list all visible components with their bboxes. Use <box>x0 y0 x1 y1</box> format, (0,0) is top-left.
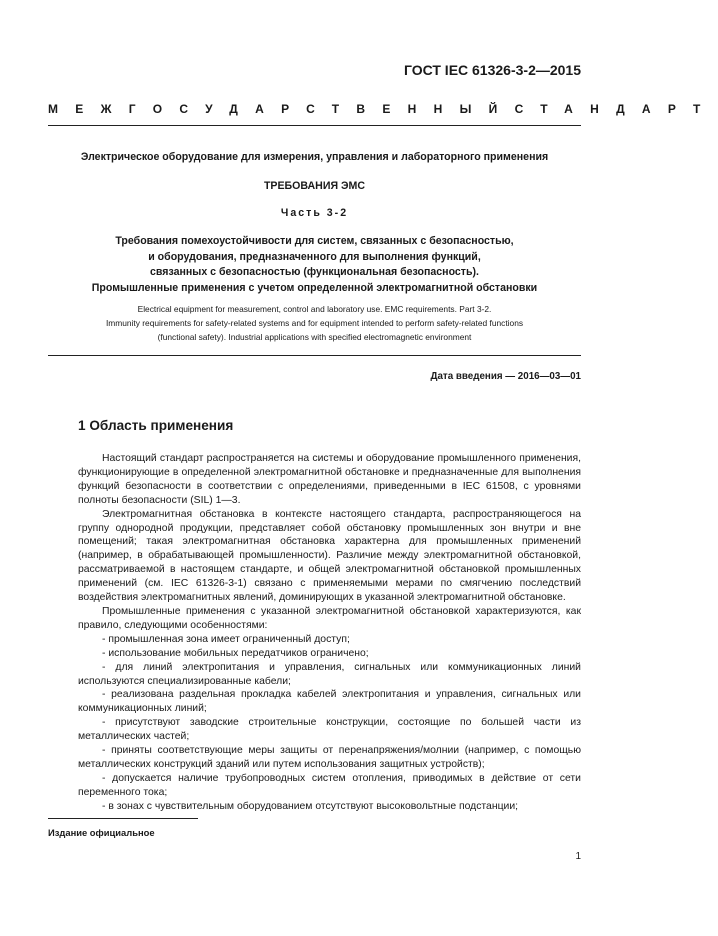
list-item: - использование мобильных передатчиков ограничено; <box>102 647 369 659</box>
list-item: - реализована раздельная прокладка кабелей электропитания и управления, сигнальных или коммуникационных линий; <box>78 689 581 715</box>
english-title <box>48 302 581 344</box>
section-heading: 1 Область применения <box>78 418 234 433</box>
introduction-date: Дата введения — 2016—03—01 <box>430 371 581 382</box>
title-line-2: ТРЕБОВАНИЯ ЭМС <box>263 180 366 192</box>
list-item: - приняты соответствующие меры защиты от перенапряжения/молнии (например, с помощью металлических конструкций зданий или путем использования защитных устройств); <box>78 745 581 770</box>
english-title-line: Electrical equipment for measurement, control and laboratory use. EMC requirements. Part 3-2. <box>137 304 492 314</box>
paragraph: Электромагнитная обстановка в контексте настоящего стандарта, распространяющегося на группу однородной продукции, представляет собой обстановку промышленных зон внутри и вне помещений; такая электромагнитная обстановка характерна для промышленных применений (например, в обрабатывающей промышленности). Различие между электромагнитной обстановкой, рассматриваемой в настоящем стандарте, и общей электромагнитной обстановкой промышленных применений (см. IEC 61326-3-1) связано с применяемыми мерами по смягчению последствий воздействия электромагнитных явлений, доминирующих в указанной электромагнитной обстановке. <box>78 508 581 604</box>
title-line-1: Электрическое оборудование для измерения, управления и лабораторного применения <box>80 151 549 163</box>
subtitle <box>48 234 581 296</box>
paragraph: Промышленные применения с указанной электромагнитной обстановкой характеризуются, как правило, следующими особенностями: <box>78 605 581 631</box>
subtitle-line: связанных с безопасностью (функциональная безопасность). <box>150 266 479 279</box>
page-number: 1 <box>575 851 581 862</box>
standard-category <box>48 102 718 116</box>
edition-label: Издание официальное <box>48 827 155 838</box>
category-word: СТАНДАРТ <box>514 102 718 116</box>
paragraph: Настоящий стандарт распространяется на системы и оборудование промышленного применения, функционирующие в определенной электромагнитной обстановке и предназначенные для выполнения функций безопасности в соответствии с определениями, приведенными в IEC 61508, с уровнями полноты безопасности (SIL) 1—3. <box>78 453 581 506</box>
title-rule <box>48 355 581 356</box>
list-item: - допускается наличие трубопроводных систем отопления, приводимых в действие от сети переменного тока; <box>78 772 581 798</box>
list-item: - промышленная зона имеет ограниченный доступ; <box>102 633 350 645</box>
subtitle-line: Требования помехоустойчивости для систем, связанных с безопасностью, <box>115 235 514 247</box>
english-title-line: (functional safety). Industrial applications with specified electromagnetic environment <box>157 332 472 342</box>
subtitle-line: и оборудования, предназначенного для выполнения функций, <box>148 250 481 263</box>
header-rule <box>48 125 581 126</box>
subtitle-line: Промышленные применения с учетом определенной электромагнитной обстановки <box>91 281 538 294</box>
list-item: - в зонах с чувствительным оборудованием отсутствуют высоковольтные подстанции; <box>102 800 519 812</box>
standard-number: ГОСТ IEC 61326-3-2—2015 <box>403 62 581 78</box>
section-body <box>78 452 581 814</box>
list-item: - присутствуют заводские строительные конструкции, состоящие по большей части из металлических частей; <box>78 717 581 743</box>
list-item: - для линий электропитания и управления, сигнальных или коммуникационных линий используются специализированные кабели; <box>78 661 581 687</box>
footer-rule <box>48 818 198 819</box>
part-label: Часть 3-2 <box>280 207 349 219</box>
english-title-line: Immunity requirements for safety-related systems and for equipment intended to perform safety-related functions <box>105 318 524 328</box>
category-word: МЕЖГОСУДАРСТВЕННЫЙ <box>48 102 515 116</box>
